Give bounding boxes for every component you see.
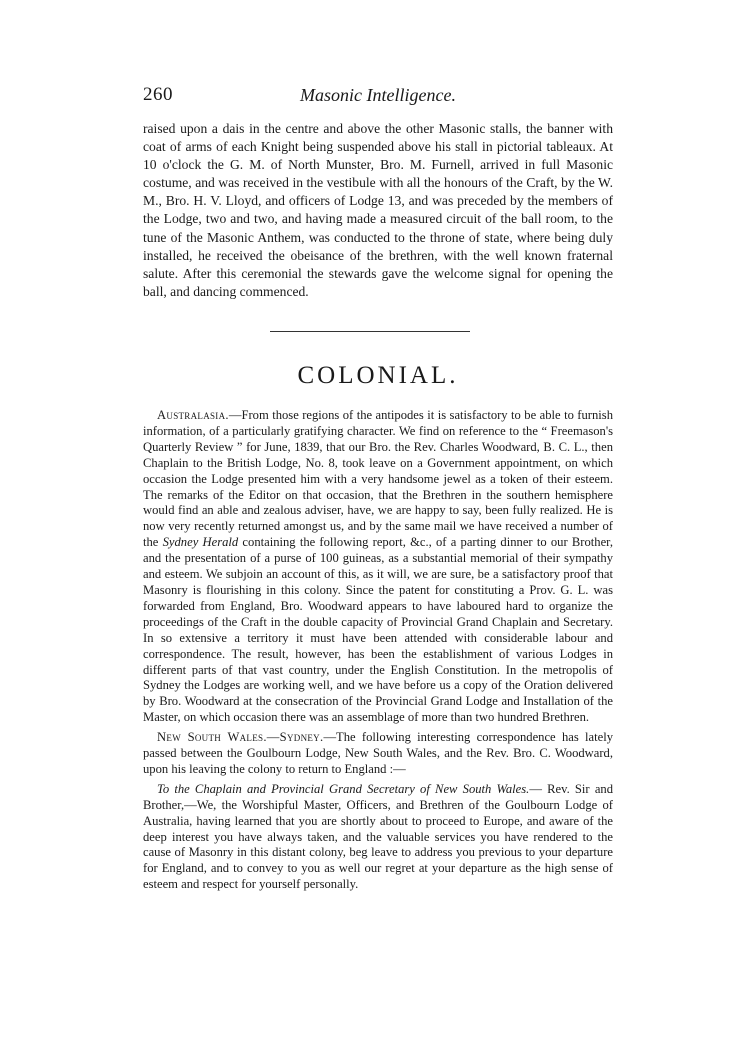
new-south-wales-lead: New South Wales.—Sydney. [157, 730, 324, 745]
section-divider [270, 331, 470, 332]
running-title: Masonic Intelligence. [300, 85, 456, 105]
australasia-text-1: —From those regions of the antipodes it is satisfactory to be able to furnish information, of a particularly gratifying character. We find on reference to the “ Freemason's Quarterly Review ” for June, 1839, that our Bro. the Rev. Charles Woodward, B. C. L., then Chaplain to the British Lodge, No. 8, took leave on a Government appointment, on which occasion the Lodge presented him with a very handsome jewel as a token of their esteem. The remarks of the Editor on that occasion, that the Brethren in the southern hemisphere would find an able and zealous adviser, have, we are happy to say, been fully realized. He is now very recently returned amongst us, and by the same mail we have received a number of the [143, 408, 613, 550]
ball-paragraph-text: raised upon a dais in the centre and above the other Masonic stalls, the banner with coat of arms of each Knight being suspended above his stall in pictorial tableaux. At 10 o'clock the G. M. of North Munster, Bro. M. Furnell, arrived in full Masonic costume, and was received in the vestibule with all the honours of the Craft, by the W. M., Bro. H. V. Lloyd, and officers of Lodge 13, and was preceded by the members of the Lodge, two and two, and having made a measured circuit of the ball room, to the tune of the Masonic Anthem, was conducted to the throne of state, where being duly installed, he received the obeisance of the brethren, with the well known fraternal salute. After this ceremonial the stewards gave the welcome signal for opening the ball, and dancing commenced. [143, 121, 613, 299]
letter-salutation: To the Chaplain and Provincial Grand Secretary of New South Wales. [157, 781, 530, 796]
letter-paragraph [143, 782, 613, 893]
newspaper-title: Sydney Herald [162, 535, 239, 550]
colonial-section [143, 408, 613, 897]
page-number: 260 [143, 84, 173, 105]
page-header [143, 84, 613, 110]
letter-text: — Rev. Sir and Brother,—We, the Worshipful Master, Officers, and Brethren of the Goulbourn Lodge of Australia, having learned that you are shortly about to proceed to Europe, and aware of the deep interest you have always taken, and the valuable services you have rendered to the cause of Masonry in this distant colony, beg leave to address you previous to your departure for England, and to convey to you as well our regret at your departure as the high sense of esteem and respect for yourself personally. [143, 781, 613, 892]
australasia-lead: Australasia. [157, 408, 229, 422]
section-heading: COLONIAL. [297, 362, 459, 389]
ball-paragraph [143, 120, 613, 301]
australasia-text-2: containing the following report, &c., of a parting dinner to our Brother, and the presentation of a purse of 100 guineas, as a substantial memorial of their sympathy and esteem. We subjoin an account of this, as it will, we are sure, be a satisfactory proof that Masonry is flourishing in this colony. Since the patent for constituting a Prov. G. L. was forwarded from England, Bro. Woodward appears to have laboured hard to organize the proceedings of the Craft in the double capacity of Provincial Grand Chaplain and Secretary. In so extensive a territory it must have been attended with considerable labour and correspondence. The result, however, has been the establishment of various Lodges in different parts of that vast country, under the English Constitution. In the metropolis of Sydney the Lodges are working well, and we have before us a copy of the Oration delivered by Bro. Woodward at the consecration of the Provincial Grand Lodge and Installation of the Master, on which occasion there was an assemblage of more than two hundred Brethren. [143, 535, 613, 725]
australasia-paragraph [143, 408, 613, 726]
new-south-wales-text: —The following interesting correspondence has lately passed between the Goulbourn Lodge, New South Wales, and the Rev. Bro. C. Woodward, upon his leaving the colony to return to England :— [143, 730, 614, 776]
new-south-wales-paragraph [143, 730, 613, 778]
